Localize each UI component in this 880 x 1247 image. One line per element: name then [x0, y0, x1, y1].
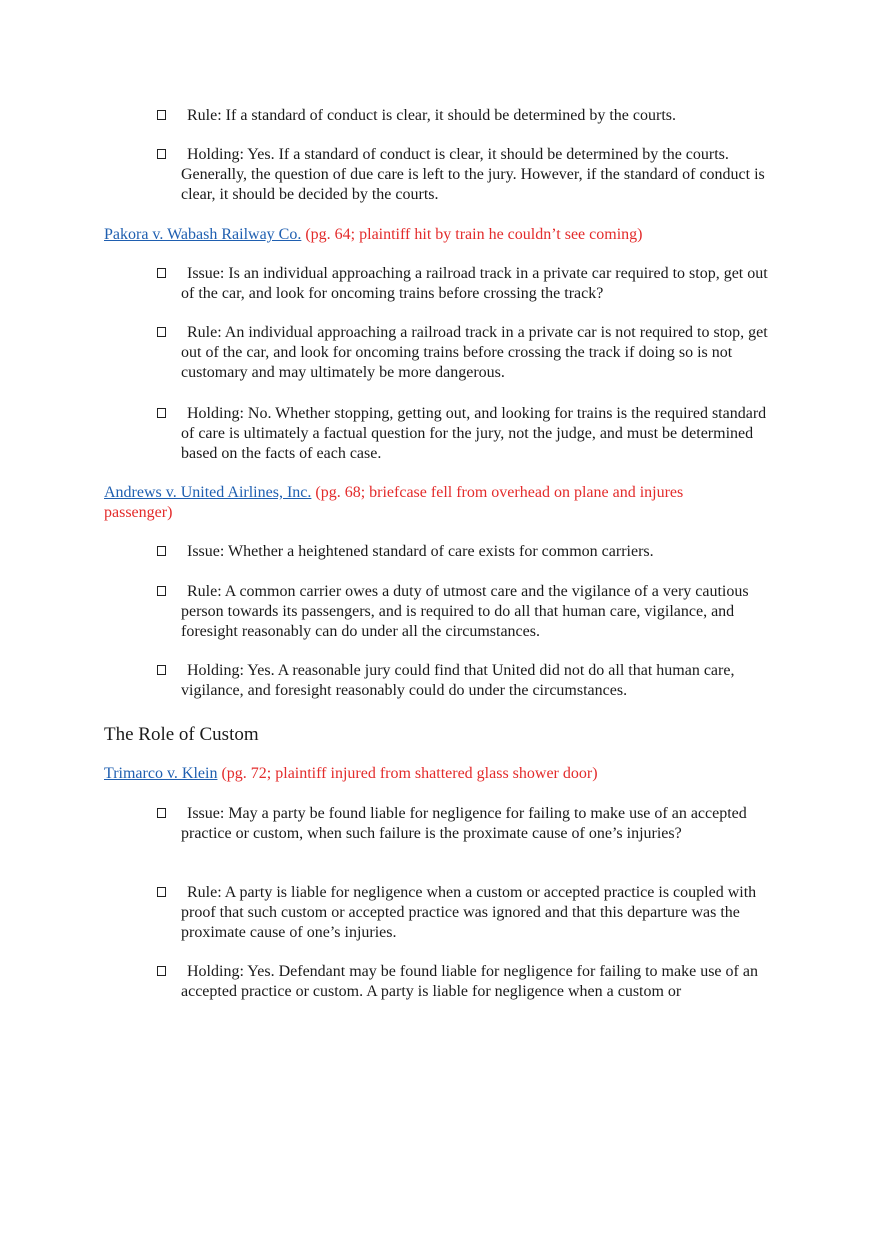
checkbox-bullet-icon [157, 408, 166, 418]
checkbox-bullet-icon [157, 149, 166, 159]
section-heading: The Role of Custom [104, 724, 259, 745]
list-item-text: Rule: A party is liable for negligence when a custom or accepted practice is coupled with proof that such custom or accepted practice was ignored and that this departure was the proximate cause of one’s injuries. [181, 884, 757, 941]
list-item [181, 106, 781, 126]
list-item-text: Holding: No. Whether stopping, getting out, and looking for trains is the required standard of care is ultimately a factual question for the jury, not the judge, and must be determined based on the facts of each case. [181, 405, 767, 462]
checkbox-bullet-icon [157, 665, 166, 675]
list-item-text: Holding: Yes. If a standard of conduct is clear, it should be determined by the courts. Generally, the question of due care is left to the jury. However, if the standard of conduct is clear, it should be decided by the courts. [181, 146, 765, 203]
list-item-text: Issue: May a party be found liable for negligence for failing to make use of an accepted practice or custom, when such failure is the proximate cause of one’s injuries? [181, 805, 747, 842]
list-item [181, 883, 781, 943]
list-item [181, 582, 781, 642]
list-item-text: Rule: A common carrier owes a duty of utmost care and the vigilance of a very cautious person towards its passengers, and is required to do all that human care, vigilance, and foresight reasonably can do under all the circumstances. [181, 583, 749, 640]
list-item [181, 404, 781, 464]
list-item [181, 264, 781, 304]
checkbox-bullet-icon [157, 586, 166, 596]
list-item-text: Rule: An individual approaching a railroad track in a private car is not required to stop, get out of the car, and look for oncoming trains before crossing the track if doing so is not customary and may ultimately be more dangerous. [181, 324, 768, 381]
case-link-andrews[interactable]: Andrews v. United Airlines, Inc. [104, 484, 312, 501]
case-note-pakora: (pg. 64; plaintiff hit by train he couldn’t see coming) [301, 226, 643, 243]
checkbox-bullet-icon [157, 808, 166, 818]
list-item [181, 804, 781, 844]
checkbox-bullet-icon [157, 966, 166, 976]
checkbox-bullet-icon [157, 327, 166, 337]
list-item-text: Holding: Yes. A reasonable jury could find that United did not do all that human care, vigilance, and foresight reasonably could do under the circumstances. [181, 662, 735, 699]
list-item-text: Rule: If a standard of conduct is clear, it should be determined by the courts. [187, 107, 676, 124]
list-item-text: Issue: Is an individual approaching a railroad track in a private car required to stop, get out of the car, and look for oncoming trains before crossing the track? [181, 265, 768, 302]
list-item [181, 145, 781, 205]
case-heading-trimarco [104, 764, 744, 784]
list-item [181, 661, 781, 701]
case-note-trimarco: (pg. 72; plaintiff injured from shattered glass shower door) [217, 765, 598, 782]
checkbox-bullet-icon [157, 887, 166, 897]
checkbox-bullet-icon [157, 110, 166, 120]
list-item [181, 542, 781, 562]
checkbox-bullet-icon [157, 268, 166, 278]
list-item-text: Holding: Yes. Defendant may be found liable for negligence for failing to make use of an accepted practice or custom. A party is liable for negligence when a custom or [181, 963, 758, 1000]
list-item-text: Issue: Whether a heightened standard of care exists for common carriers. [187, 543, 654, 560]
checkbox-bullet-icon [157, 546, 166, 556]
case-heading-andrews [104, 483, 744, 523]
case-link-trimarco[interactable]: Trimarco v. Klein [104, 765, 218, 782]
case-link-pakora[interactable]: Pakora v. Wabash Railway Co. [104, 226, 302, 243]
list-item [181, 962, 781, 1002]
list-item [181, 323, 781, 383]
case-heading-pakora [104, 225, 744, 245]
case-note-andrews: (pg. 68; briefcase fell from overhead on plane and injures passenger) [104, 484, 684, 521]
